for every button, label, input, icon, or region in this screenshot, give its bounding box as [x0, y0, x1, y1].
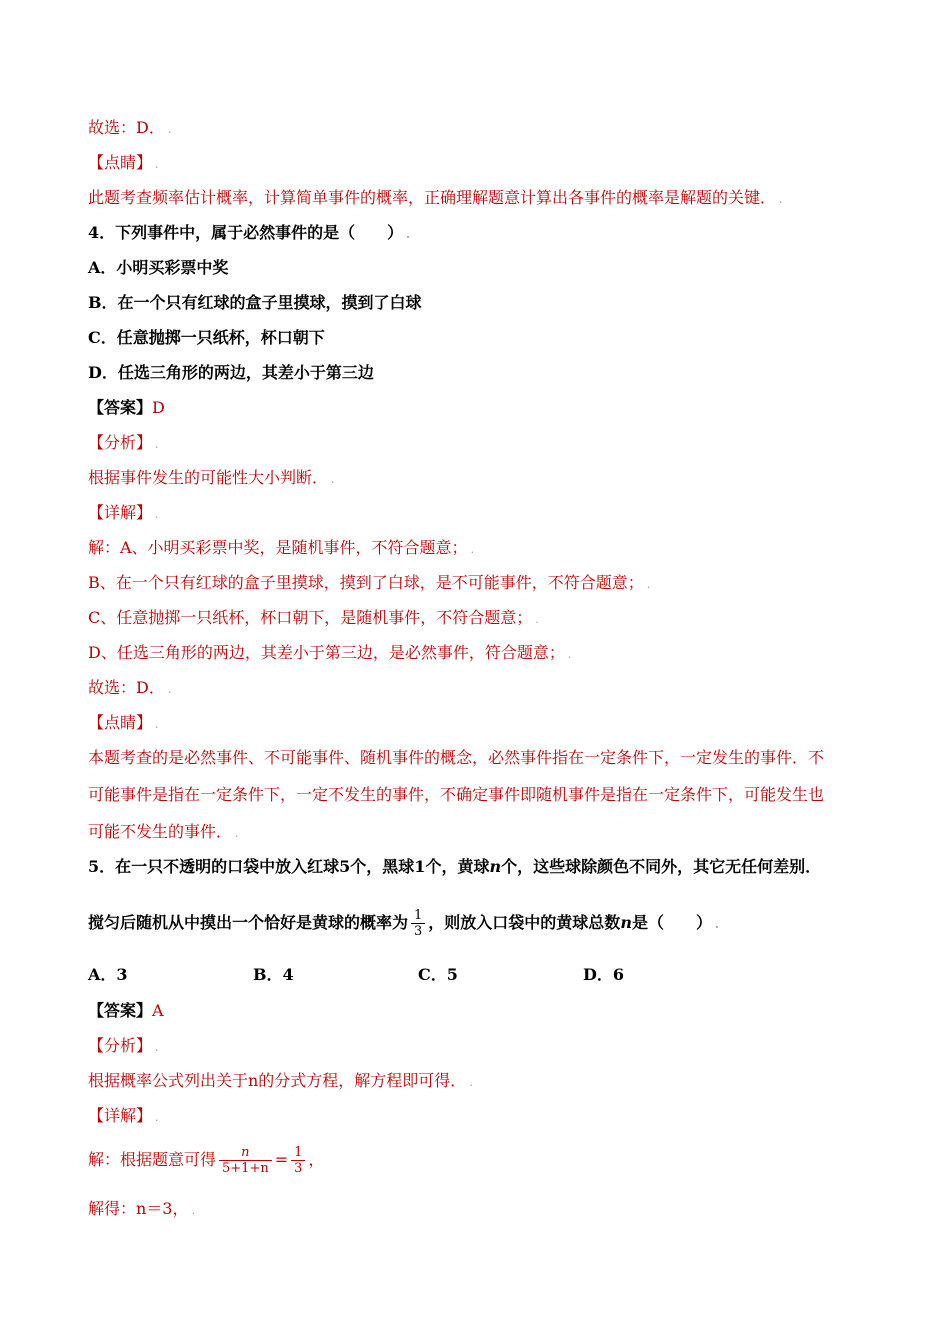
solution-conclusion-prev: 故选：D． .	[88, 118, 172, 137]
question-5-option-c: C．5	[418, 965, 458, 984]
question-5-stem-line-1: 5．在一只不透明的口袋中放入红球5个，黑球1个，黄球n个，这些球除颜色不同外，其它无任何差别．	[88, 857, 822, 876]
probability-fraction: $\frac{1}{3}$	[411, 908, 425, 939]
question-4-detail-a: 解：A、小明买彩票中奖，是随机事件，不符合题意； .	[88, 538, 475, 557]
question-4-stem: 4．下列事件中，属于必然事件的是（ ） .	[88, 223, 410, 242]
question-4-tip-line-1: 本题考查的是必然事件、不可能事件、随机事件的概念，必然事件指在一定条件下，一定发生的事件．不	[88, 748, 825, 767]
question-4-tip-line-3: 可能不发生的事件． .	[88, 822, 239, 841]
question-4-tip-line-2: 可能事件是指在一定条件下，一定不发生的事件，不确定事件即随机事件是指在一定条件下，可能发生也	[88, 785, 825, 804]
question-4-analysis-text: 根据事件发生的可能性大小判断． .	[88, 468, 335, 487]
question-5-detail-heading: 【详解】 .	[88, 1106, 159, 1125]
question-4-detail-d: D、任选三角形的两边，其差小于第三边，是必然事件，符合题意； .	[88, 643, 572, 662]
question-5-equation: 解：根据题意可得 $\frac{n}{5+1+n}$ = $\frac{1}{3}$ ，	[88, 1145, 325, 1176]
equation-right-fraction: $\frac{1}{3}$	[291, 1145, 305, 1176]
question-4-option-d: D．任选三角形的两边，其差小于第三边	[88, 363, 374, 382]
question-5-solution: 解得：n＝3， .	[88, 1199, 195, 1218]
equation-left-fraction: $\frac{n}{5+1+n}$	[219, 1145, 272, 1176]
question-5-option-d: D．6	[583, 965, 625, 984]
question-4-detail-heading: 【详解】 .	[88, 503, 159, 522]
question-5-stem-line-2: 搅匀后随机从中摸出一个恰好是黄球的概率为 $\frac{1}{3}$ ，则放入口袋中的黄球总数n是（ ） .	[88, 908, 719, 939]
question-5-answer: 【答案】A	[88, 1001, 164, 1020]
tip-text-prev: 此题考查频率估计概率，计算简单事件的概率，正确理解题意计算出各事件的概率是解题的关键． .	[88, 188, 783, 207]
question-4-option-c: C．任意抛掷一只纸杯，杯口朝下	[88, 328, 325, 347]
question-5-analysis-heading: 【分析】 .	[88, 1036, 159, 1055]
question-5-option-a: A．3	[88, 965, 128, 984]
question-4-analysis-heading: 【分析】 .	[88, 433, 159, 452]
question-4-detail-b: B、在一个只有红球的盒子里摸球，摸到了白球，是不可能事件，不符合题意； .	[88, 573, 651, 592]
question-4-option-b: B．在一个只有红球的盒子里摸球，摸到了白球	[88, 293, 422, 312]
question-4-detail-c: C、任意抛掷一只纸杯，杯口朝下，是随机事件，不符合题意； .	[88, 608, 539, 627]
question-5-option-b: B．4	[253, 965, 294, 984]
tip-heading-prev: 【点睛】 .	[88, 153, 159, 172]
question-4-conclusion: 故选：D． .	[88, 678, 172, 697]
question-5-analysis-text: 根据概率公式列出关于n的分式方程，解方程即可得． .	[88, 1071, 473, 1090]
question-4-tip-heading: 【点睛】 .	[88, 713, 159, 732]
question-5-options	[88, 965, 748, 985]
question-4-option-a: A．小明买彩票中奖	[88, 258, 229, 277]
question-4-answer: 【答案】D	[88, 398, 165, 417]
